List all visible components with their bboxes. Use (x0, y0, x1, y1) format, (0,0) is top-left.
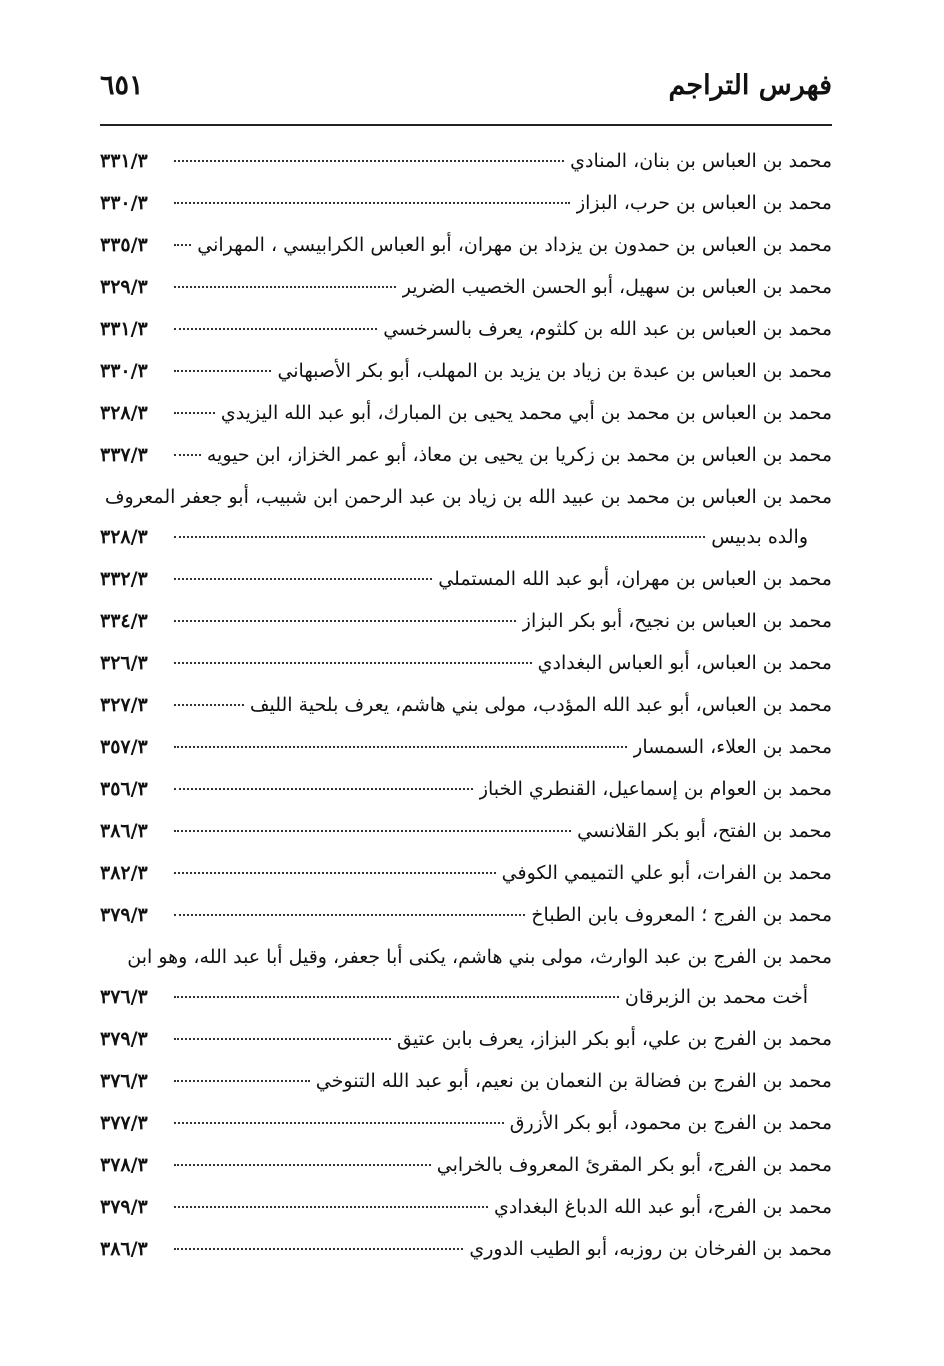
entry-name: محمد بن العباس بن عبد الله بن كلثوم، يعرف بالسرخسي (383, 318, 832, 340)
entry-name: محمد بن الفرج، أبو عبد الله الدباغ البغدادي (494, 1196, 832, 1218)
entry-reference: ٣٧٩/٣ (100, 904, 148, 926)
dot-leader (174, 661, 532, 664)
dot-leader (174, 1205, 488, 1208)
index-entry (100, 266, 832, 308)
dot-leader (174, 327, 377, 330)
entry-reference: ٣٨٦/٣ (100, 1238, 148, 1260)
entry-name: محمد بن العوام بن إسماعيل، القنطري الخباز (478, 778, 832, 800)
index-entry (100, 434, 832, 476)
index-entry (100, 894, 832, 936)
entry-reference: ٣٧٦/٣ (100, 1070, 148, 1092)
entry-name: محمد بن الفرج بن علي، أبو بكر البزاز، يعرف بابن عتيق (397, 1028, 832, 1050)
dot-leader (174, 1247, 463, 1250)
entry-name: محمد بن العلاء، السمسار (633, 736, 832, 758)
entry-name: محمد بن الفرات، أبو علي التميمي الكوفي (501, 862, 832, 884)
dot-leader (174, 369, 271, 372)
index-list (100, 140, 832, 1270)
page-header (100, 66, 832, 110)
entry-reference: ٣٧٧/٣ (100, 1112, 148, 1134)
dot-leader (174, 619, 516, 622)
entry-reference: ٣٧٩/٣ (100, 1028, 148, 1050)
entry-reference: ٣٢٨/٣ (100, 526, 148, 548)
index-entry (100, 1144, 832, 1186)
entry-reference: ٣٨٦/٣ (100, 820, 148, 842)
index-entry (100, 308, 832, 350)
entry-name: محمد بن العباس بن نجيح، أبو بكر البزاز (521, 610, 832, 632)
index-entry (100, 600, 832, 642)
index-entry (100, 476, 832, 516)
entry-reference: ٣٧٦/٣ (100, 986, 148, 1008)
index-entry (100, 684, 832, 726)
entry-name: محمد بن الفرج بن فضالة بن النعمان بن نعيم، أبو عبد الله التنوخي (315, 1070, 832, 1092)
index-entry-continuation (100, 516, 832, 558)
entry-reference: ٣٢٨/٣ (100, 402, 148, 424)
entry-reference: ٣٥٧/٣ (100, 736, 148, 758)
entry-reference: ٣٣١/٣ (100, 150, 148, 172)
index-entry (100, 224, 832, 266)
index-entry (100, 1228, 832, 1270)
entry-name: محمد بن الفرج بن عبد الوارث، مولى بني هاشم، يكنى أبا جعفر، وقيل أبا عبد الله، وهو ابن (127, 946, 832, 968)
page-title: فهرس التراجم (668, 70, 832, 101)
dot-leader (174, 829, 571, 832)
entry-reference: ٣٢٧/٣ (100, 694, 148, 716)
entry-name: محمد بن العباس بن عبدة بن زياد بن يزيد بن المهلب، أبو بكر الأصبهاني (277, 360, 832, 382)
index-entry (100, 936, 832, 976)
dot-leader (174, 411, 215, 414)
entry-name: محمد بن العباس بن سهيل، أبو الحسن الخصيب الضرير (401, 276, 832, 298)
entry-name: محمد بن العباس، أبو العباس البغدادي (537, 652, 832, 674)
entry-name: محمد بن العباس بن مهران، أبو عبد الله المستملي (438, 568, 832, 590)
dot-leader (174, 703, 244, 706)
index-entry (100, 1186, 832, 1228)
header-divider (100, 124, 832, 126)
dot-leader (174, 1163, 431, 1166)
index-entry (100, 810, 832, 852)
dot-leader (174, 201, 570, 204)
index-entry (100, 768, 832, 810)
entry-name-continuation: أخت محمد بن الزبرقان (624, 986, 808, 1008)
index-entry (100, 1018, 832, 1060)
index-entry (100, 642, 832, 684)
index-entry-continuation (100, 976, 832, 1018)
entry-name: محمد بن العباس بن محمد بن عبيد الله بن زياد بن عبد الرحمن ابن شبيب، أبو جعفر المعروف (104, 486, 832, 508)
entry-reference: ٣٥٦/٣ (100, 778, 148, 800)
entry-reference: ٣٧٨/٣ (100, 1154, 148, 1176)
index-entry (100, 726, 832, 768)
entry-name-continuation: والده بدبيس (711, 526, 808, 548)
index-entry (100, 140, 832, 182)
page-number: ٦٥١ (100, 70, 144, 101)
dot-leader (174, 453, 201, 456)
entry-reference: ٣٣٥/٣ (100, 234, 148, 256)
entry-reference: ٣٣٢/٣ (100, 568, 148, 590)
index-entry (100, 182, 832, 224)
dot-leader (174, 871, 496, 874)
dot-leader (174, 1079, 310, 1082)
entry-name: محمد بن العباس بن محمد بن أبي محمد يحيى بن المبارك، أبو عبد الله اليزيدي (220, 402, 832, 424)
dot-leader (174, 535, 705, 538)
dot-leader (174, 787, 473, 790)
index-entry (100, 350, 832, 392)
index-entry (100, 558, 832, 600)
dot-leader (174, 243, 191, 246)
entry-reference: ٣٢٩/٣ (100, 276, 148, 298)
dot-leader (174, 577, 432, 580)
entry-name: محمد بن العباس بن بنان، المنادي (570, 150, 832, 172)
entry-name: محمد بن الفرج بن محمود، أبو بكر الأزرق (509, 1112, 832, 1134)
entry-name: محمد بن الفرخان بن روزبه، أبو الطيب الدوري (469, 1238, 832, 1260)
entry-reference: ٣٣٠/٣ (100, 360, 148, 382)
index-entry (100, 1060, 832, 1102)
entry-reference: ٣٧٩/٣ (100, 1196, 148, 1218)
dot-leader (174, 159, 564, 162)
dot-leader (174, 745, 627, 748)
entry-name: محمد بن العباس، أبو عبد الله المؤدب، مولى بني هاشم، يعرف بلحية الليف (249, 694, 832, 716)
entry-reference: ٣٢٦/٣ (100, 652, 148, 674)
entry-name: محمد بن الفرج، أبو بكر المقرئ المعروف بالخرابي (436, 1154, 832, 1176)
index-entry (100, 392, 832, 434)
entry-name: محمد بن العباس بن حمدون بن يزداد بن مهران، أبو العباس الكرابيسي ، المهراني (197, 234, 832, 256)
entry-reference: ٣٣٧/٣ (100, 444, 148, 466)
entry-name: محمد بن العباس بن حرب، البزاز (575, 192, 832, 214)
entry-reference: ٣٣١/٣ (100, 318, 148, 340)
entry-name: محمد بن الفرج ؛ المعروف بابن الطباخ (531, 904, 832, 926)
entry-reference: ٣٣٤/٣ (100, 610, 148, 632)
index-entry (100, 1102, 832, 1144)
entry-reference: ٣٣٠/٣ (100, 192, 148, 214)
entry-name: محمد بن الفتح، أبو بكر القلانسي (577, 820, 832, 842)
dot-leader (174, 1121, 504, 1124)
entry-name: محمد بن العباس بن محمد بن زكريا بن يحيى بن معاذ، أبو عمر الخزاز، ابن حيويه (206, 444, 832, 466)
dot-leader (174, 285, 396, 288)
dot-leader (174, 995, 619, 998)
index-entry (100, 852, 832, 894)
dot-leader (174, 913, 525, 916)
dot-leader (174, 1037, 391, 1040)
entry-reference: ٣٨٢/٣ (100, 862, 148, 884)
